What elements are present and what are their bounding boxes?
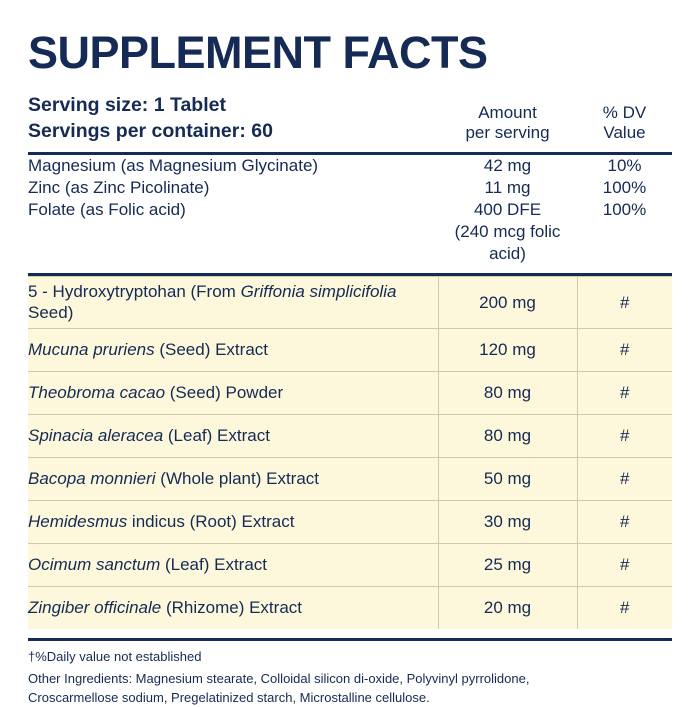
ingredient-dv-empty bbox=[577, 221, 672, 265]
ingredient-amount: 80 mg bbox=[438, 371, 577, 414]
ingredient-amount: 11 mg bbox=[484, 178, 531, 198]
ingredient-dv: 100% bbox=[602, 178, 647, 198]
ingredient-name: Theobroma cacao (Seed) Powder bbox=[28, 371, 438, 414]
column-header-amount-line2: per serving bbox=[465, 123, 550, 143]
ingredient-dv: # bbox=[577, 414, 672, 457]
ingredient-amount: 80 mg bbox=[438, 414, 577, 457]
table-row bbox=[28, 155, 672, 177]
ingredient-dv: # bbox=[577, 586, 672, 629]
ingredient-amount: 25 mg bbox=[438, 543, 577, 586]
table-row bbox=[28, 199, 672, 221]
ingredient-dv: # bbox=[577, 543, 672, 586]
ingredient-amount: 42 mg bbox=[483, 156, 532, 176]
ingredient-name: Folate (as Folic acid) bbox=[28, 200, 186, 220]
ingredient-amount: 50 mg bbox=[438, 457, 577, 500]
ingredient-amount-subnote: (240 mcg folic acid) bbox=[454, 221, 561, 263]
ingredient-dv: # bbox=[577, 500, 672, 543]
daily-value-footnote: †%Daily value not established bbox=[28, 648, 202, 664]
column-header-dv-line2: Value bbox=[603, 123, 646, 143]
ingredient-amount: 200 mg bbox=[438, 276, 577, 328]
ingredient-name: 5 - Hydroxytryptohan (From Griffonia simplicifolia Seed) bbox=[28, 276, 438, 328]
ingredient-amount: 30 mg bbox=[438, 500, 577, 543]
ingredient-dv: # bbox=[577, 457, 672, 500]
ingredient-name-empty bbox=[28, 221, 438, 265]
column-header-dv bbox=[577, 103, 672, 144]
ingredient-amount: 400 DFE bbox=[473, 200, 542, 220]
herbal-blend-table bbox=[28, 276, 672, 630]
footer-notes bbox=[28, 641, 672, 707]
ingredient-amount: 20 mg bbox=[438, 586, 577, 629]
table-row bbox=[28, 371, 672, 414]
ingredient-dv: # bbox=[577, 276, 672, 328]
other-ingredients-line1: Other Ingredients: Magnesium stearate, Colloidal silicon di-oxide, Polyvinyl pyrrolidone, bbox=[28, 670, 530, 686]
table-row bbox=[28, 586, 672, 629]
column-header-amount bbox=[438, 103, 577, 144]
ingredient-name: Ocimum sanctum (Leaf) Extract bbox=[28, 543, 438, 586]
table-row bbox=[28, 543, 672, 586]
column-header-dv-line1: % DV bbox=[602, 102, 647, 122]
column-header-amount-line1: Amount bbox=[478, 102, 537, 122]
table-row bbox=[28, 414, 672, 457]
page-title: SUPPLEMENT FACTS bbox=[28, 27, 488, 78]
table-row bbox=[28, 500, 672, 543]
ingredient-dv: # bbox=[577, 328, 672, 371]
other-ingredients-line2: Croscarmellose sodium, Pregelatinized starch, Microstalline cellulose. bbox=[28, 689, 430, 705]
ingredient-name: Hemidesmus indicus (Root) Extract bbox=[28, 500, 438, 543]
ingredient-name: Zingiber officinale (Rhizome) Extract bbox=[28, 586, 438, 629]
ingredient-name: Bacopa monnieri (Whole plant) Extract bbox=[28, 457, 438, 500]
supplement-facts-table bbox=[28, 155, 672, 265]
ingredient-amount: 120 mg bbox=[438, 328, 577, 371]
table-row-subnote bbox=[28, 221, 672, 265]
table-row bbox=[28, 276, 672, 328]
ingredient-dv: # bbox=[577, 371, 672, 414]
table-row bbox=[28, 457, 672, 500]
serving-size: Serving size: 1 Tablet bbox=[28, 94, 226, 116]
table-row bbox=[28, 328, 672, 371]
servings-per-container: Servings per container: 60 bbox=[28, 120, 273, 143]
ingredient-name: Spinacia aleracea (Leaf) Extract bbox=[28, 414, 438, 457]
ingredient-dv: 100% bbox=[602, 200, 647, 220]
ingredient-name: Mucuna pruriens (Seed) Extract bbox=[28, 328, 438, 371]
ingredient-name: Magnesium (as Magnesium Glycinate) bbox=[28, 156, 319, 176]
table-row bbox=[28, 177, 672, 199]
ingredient-name: Zinc (as Zinc Picolinate) bbox=[28, 178, 210, 198]
ingredient-dv: 10% bbox=[607, 156, 642, 176]
